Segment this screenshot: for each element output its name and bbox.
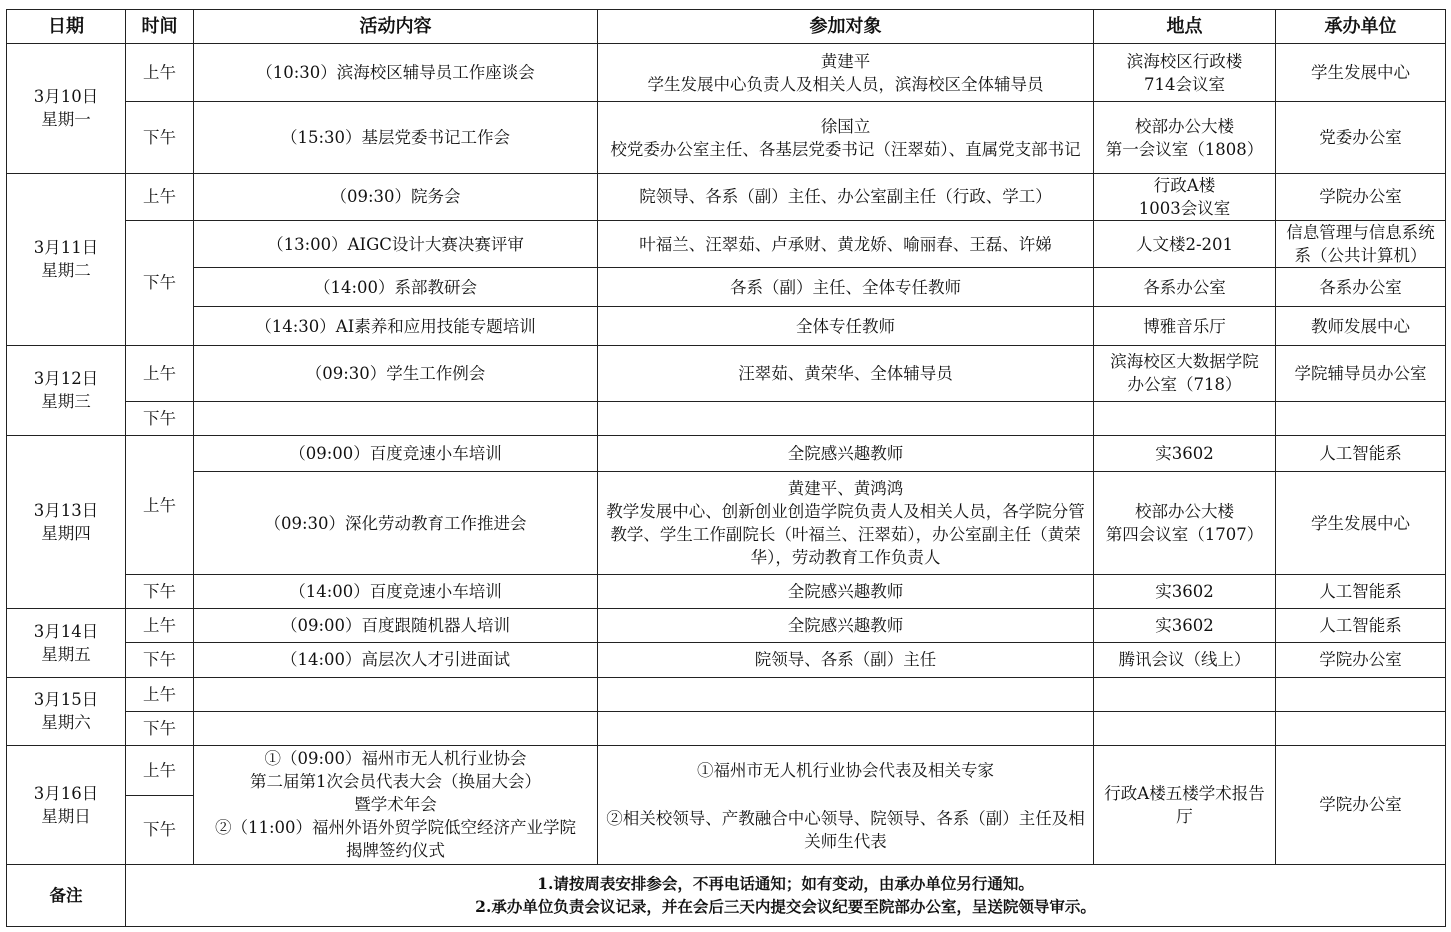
organizer-cell: 学院办公室 xyxy=(1276,173,1446,220)
time-cell: 下午 xyxy=(126,220,194,345)
header-place: 地点 xyxy=(1094,10,1276,44)
day-cell xyxy=(7,345,126,436)
table-row xyxy=(7,643,1446,677)
organizer-cell: 人工智能系 xyxy=(1276,574,1446,608)
place-cell: 人文楼2-201 xyxy=(1094,220,1276,267)
activity-cell: （09:30）学生工作例会 xyxy=(194,345,598,401)
attendees-cell: ①福州市无人机行业协会代表及相关专家 xyxy=(598,745,1094,795)
place-cell: 实3602 xyxy=(1094,436,1276,472)
table-row xyxy=(7,472,1446,575)
date-label: 3月15日 xyxy=(33,690,99,710)
weekday-label: 星期日 xyxy=(41,806,91,826)
table-row xyxy=(7,220,1446,267)
weekday-label: 星期二 xyxy=(41,261,91,281)
day-cell xyxy=(7,436,126,609)
attendees-cell: 黄建平 学生发展中心负责人及相关人员，滨海校区全体辅导员 xyxy=(598,44,1094,102)
table-row xyxy=(7,268,1446,307)
activity-cell: （09:00）百度跟随机器人培训 xyxy=(194,609,598,643)
date-label: 3月10日 xyxy=(33,87,99,107)
table-row xyxy=(7,609,1446,643)
table-row xyxy=(7,677,1446,711)
attendees-cell: 全院感兴趣教师 xyxy=(598,609,1094,643)
table-row xyxy=(7,173,1446,220)
attendees-cell: 院领导、各系（副）主任、办公室副主任（行政、学工） xyxy=(598,173,1094,220)
activity-cell: （13:00）AIGC设计大赛决赛评审 xyxy=(194,220,598,267)
attendees-cell: 徐国立 校党委办公室主任、各基层党委书记（汪翠茹）、直属党支部书记 xyxy=(598,102,1094,173)
table-row xyxy=(7,401,1446,435)
time-cell: 上午 xyxy=(126,677,194,711)
time-cell: 上午 xyxy=(126,745,194,795)
table-row xyxy=(7,436,1446,472)
empty-cell xyxy=(598,711,1094,745)
time-cell: 下午 xyxy=(126,401,194,435)
weekday-label: 星期六 xyxy=(41,713,91,733)
table-row xyxy=(7,102,1446,173)
date-label: 3月12日 xyxy=(33,369,99,389)
weekday-label: 星期五 xyxy=(41,644,91,664)
table-row xyxy=(7,745,1446,795)
attendees-cell: 各系（副）主任、全体专任教师 xyxy=(598,268,1094,307)
place-cell: 腾讯会议（线上） xyxy=(1094,643,1276,677)
organizer-cell: 教师发展中心 xyxy=(1276,307,1446,345)
organizer-cell: 学院办公室 xyxy=(1276,745,1446,864)
organizer-cell: 学生发展中心 xyxy=(1276,44,1446,102)
header-date: 日期 xyxy=(7,10,126,44)
attendees-cell: 全院感兴趣教师 xyxy=(598,436,1094,472)
place-cell: 行政A楼五楼学术报告厅 xyxy=(1094,745,1276,864)
remarks-row xyxy=(7,864,1446,926)
activity-cell: （14:30）AI素养和应用技能专题培训 xyxy=(194,307,598,345)
place-cell: 实3602 xyxy=(1094,574,1276,608)
empty-cell xyxy=(1094,401,1276,435)
organizer-cell: 人工智能系 xyxy=(1276,609,1446,643)
weekday-label: 星期四 xyxy=(41,524,91,544)
activity-cell: （09:30）院务会 xyxy=(194,173,598,220)
time-cell: 上午 xyxy=(126,345,194,401)
date-label: 3月11日 xyxy=(33,238,99,258)
empty-cell xyxy=(1094,711,1276,745)
attendees-cell: 叶福兰、汪翠茹、卢承财、黄龙娇、喻丽春、王磊、许娣 xyxy=(598,220,1094,267)
place-cell: 校部办公大楼 第四会议室（1707） xyxy=(1094,472,1276,575)
empty-cell xyxy=(1276,677,1446,711)
empty-cell xyxy=(194,711,598,745)
empty-cell xyxy=(1276,401,1446,435)
remarks-content xyxy=(126,864,1446,926)
organizer-cell: 各系办公室 xyxy=(1276,268,1446,307)
place-cell: 校部办公大楼 第一会议室（1808） xyxy=(1094,102,1276,173)
empty-cell xyxy=(1094,677,1276,711)
day-cell xyxy=(7,677,126,745)
table-row xyxy=(7,574,1446,608)
organizer-cell: 信息管理与信息系统系（公共计算机） xyxy=(1276,220,1446,267)
activity-cell: （14:00）系部教研会 xyxy=(194,268,598,307)
empty-cell xyxy=(598,401,1094,435)
activity-cell: ①（09:00）福州市无人机行业协会 第二届第1次会员代表大会（换届大会） 暨学术年会 ②（11:00）福州外语外贸学院低空经济产业学院 揭牌签约仪式 xyxy=(194,745,598,864)
activity-cell: （09:30）深化劳动教育工作推进会 xyxy=(194,472,598,575)
date-label: 3月13日 xyxy=(33,501,99,521)
date-label: 3月16日 xyxy=(33,783,99,803)
attendees-cell: ②相关校领导、产教融合中心领导、院领导、各系（副）主任及相关师生代表 xyxy=(598,796,1094,864)
day-cell xyxy=(7,745,126,864)
table-row xyxy=(7,307,1446,345)
day-cell xyxy=(7,173,126,345)
organizer-cell: 党委办公室 xyxy=(1276,102,1446,173)
attendees-cell: 汪翠茹、黄荣华、全体辅导员 xyxy=(598,345,1094,401)
day-cell xyxy=(7,609,126,677)
attendees-cell: 全院感兴趣教师 xyxy=(598,574,1094,608)
organizer-cell: 学生发展中心 xyxy=(1276,472,1446,575)
organizer-cell: 学院办公室 xyxy=(1276,643,1446,677)
time-cell: 上午 xyxy=(126,436,194,575)
time-cell: 下午 xyxy=(126,574,194,608)
place-cell: 各系办公室 xyxy=(1094,268,1276,307)
time-cell: 下午 xyxy=(126,102,194,173)
weekday-label: 星期一 xyxy=(41,110,91,130)
empty-cell xyxy=(1276,711,1446,745)
place-cell: 行政A楼 1003会议室 xyxy=(1094,173,1276,220)
time-cell: 上午 xyxy=(126,609,194,643)
remark-line: 1.请按周表安排参会，不再电话通知；如有变动，由承办单位另行通知。 xyxy=(537,874,1034,894)
place-cell: 滨海校区行政楼 714会议室 xyxy=(1094,44,1276,102)
header-time: 时间 xyxy=(126,10,194,44)
activity-cell: （15:30）基层党委书记工作会 xyxy=(194,102,598,173)
date-label: 3月14日 xyxy=(33,621,99,641)
organizer-cell: 人工智能系 xyxy=(1276,436,1446,472)
header-row xyxy=(7,10,1446,44)
time-cell: 下午 xyxy=(126,711,194,745)
remark-line: 2.承办单位负责会议记录，并在会后三天内提交会议纪要至院部办公室，呈送院领导审示。 xyxy=(475,897,1096,917)
weekly-schedule-table xyxy=(6,9,1446,927)
header-attendees: 参加对象 xyxy=(598,10,1094,44)
empty-cell xyxy=(194,677,598,711)
table-row xyxy=(7,345,1446,401)
empty-cell xyxy=(194,401,598,435)
attendees-cell: 全体专任教师 xyxy=(598,307,1094,345)
time-cell: 下午 xyxy=(126,796,194,864)
activity-cell: （14:00）百度竞速小车培训 xyxy=(194,574,598,608)
table-row xyxy=(7,711,1446,745)
header-activity: 活动内容 xyxy=(194,10,598,44)
place-cell: 博雅音乐厅 xyxy=(1094,307,1276,345)
weekday-label: 星期三 xyxy=(41,392,91,412)
attendees-cell: 黄建平、黄鸿鸿 教学发展中心、创新创业创造学院负责人及相关人员，各学院分管教学、学生工作副院长（叶福兰、汪翠茹），办公室副主任（黄荣华），劳动教育工作负责人 xyxy=(598,472,1094,575)
empty-cell xyxy=(598,677,1094,711)
table-row xyxy=(7,44,1446,102)
organizer-cell: 学院辅导员办公室 xyxy=(1276,345,1446,401)
attendees-cell: 院领导、各系（副）主任 xyxy=(598,643,1094,677)
day-cell xyxy=(7,44,126,174)
activity-cell: （09:00）百度竞速小车培训 xyxy=(194,436,598,472)
place-cell: 滨海校区大数据学院 办公室（718） xyxy=(1094,345,1276,401)
time-cell: 上午 xyxy=(126,44,194,102)
header-organizer: 承办单位 xyxy=(1276,10,1446,44)
place-cell: 实3602 xyxy=(1094,609,1276,643)
activity-cell: （14:00）高层次人才引进面试 xyxy=(194,643,598,677)
time-cell: 上午 xyxy=(126,173,194,220)
activity-cell: （10:30）滨海校区辅导员工作座谈会 xyxy=(194,44,598,102)
remarks-label: 备注 xyxy=(7,864,126,926)
time-cell: 下午 xyxy=(126,643,194,677)
